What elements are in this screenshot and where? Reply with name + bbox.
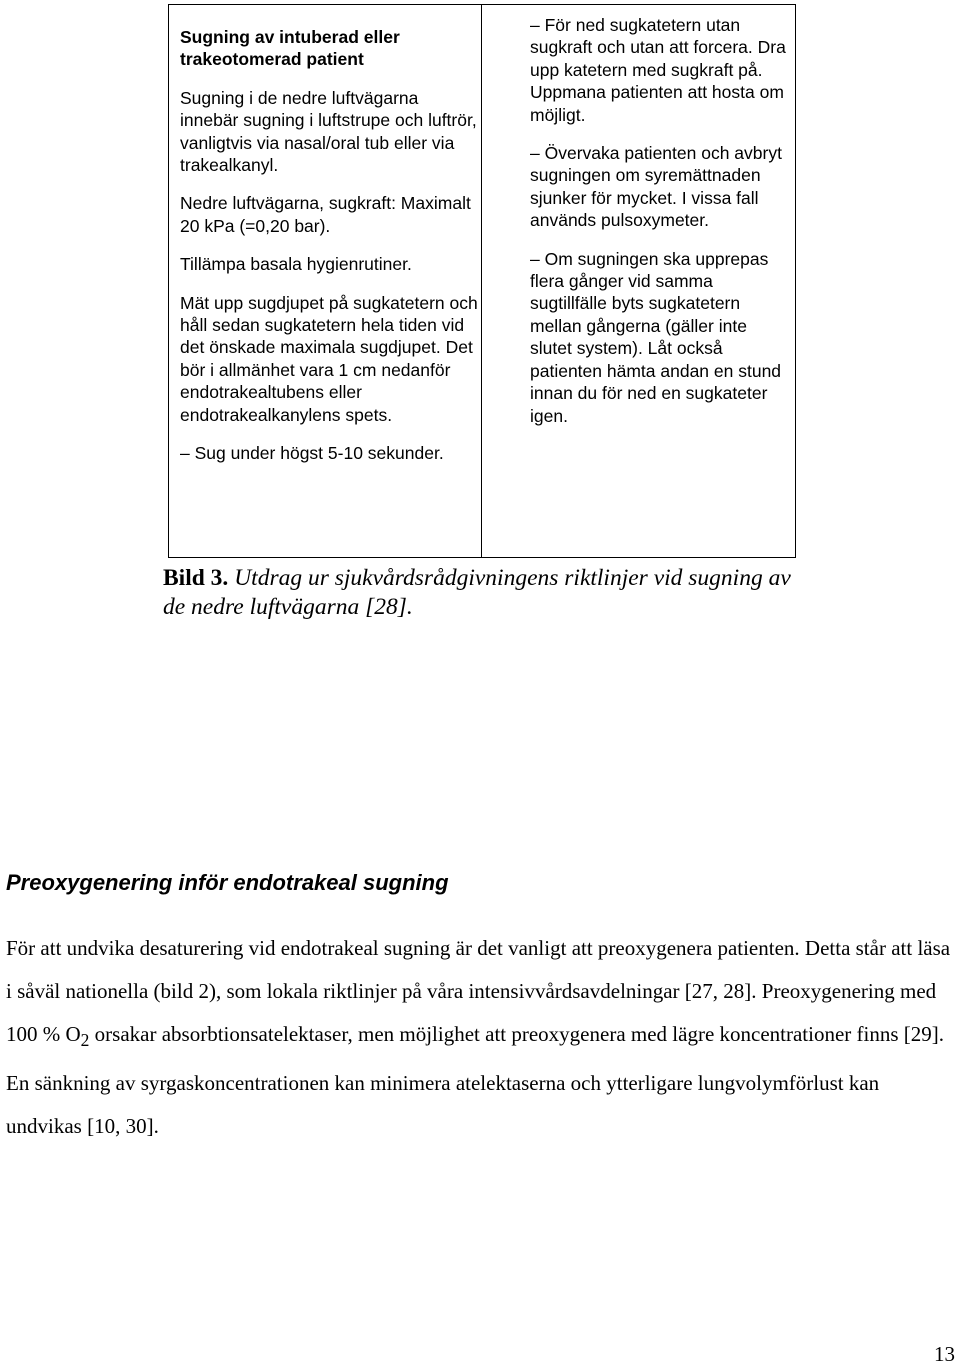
table-paragraph: Nedre luftvägarna, sugkraft: Maximalt 20 kPa (=0,20 bar). bbox=[180, 193, 471, 236]
body-text-part: För att undvika desaturering vid endotrakeal sugning är det vanligt att preoxygenera patienten. Detta står att läsa i såväl nationella (bild 2), som lokala riktlinjer på våra intensivvårdsavdelningar [27, 28]. Preoxygenering med 100 % O bbox=[6, 936, 951, 1046]
page-number: 13 bbox=[934, 1342, 955, 1366]
table-dash-item bbox=[180, 442, 480, 464]
body-text-part: orsakar absorbtionsatelektaser, men möjlighet att preoxygenera med lägre koncentrationer finns [29]. En sänkning av syrgaskoncentrationen kan minimera atelektaserna och ytterligare lungvolymförlust kan undvikas [10, 30]. bbox=[6, 1022, 945, 1139]
table-paragraph: Tillämpa basala hygienrutiner. bbox=[180, 254, 412, 275]
table-paragraph: Mät upp sugdjupet på sugkatetern och håll sedan sugkatetern hela tiden vid det önskade maximala sugdjupet. Det bör i allmänhet vara 1 cm nedanför endotrakealtubens eller endotrakealkanylens spets. bbox=[180, 292, 478, 425]
table-right-column bbox=[530, 14, 790, 443]
table-left-column bbox=[180, 26, 480, 481]
oxygen-subscript: 2 bbox=[80, 1030, 90, 1051]
table-column-divider bbox=[481, 4, 482, 558]
table-paragraph: Sugning i de nedre luftvägarna innebär sugning i luftstrupe och luftrör, vanligtvis via nasal/oral tub eller via trakealkanyl. bbox=[180, 87, 477, 176]
body-paragraph bbox=[6, 927, 958, 1148]
table-dash-text: För ned sugkatetern utan sugkraft och utan att forcera. Dra upp katetern med sugkraft på. Uppmana patienten att hosta om möjligt. bbox=[530, 15, 786, 125]
dash-marker: – bbox=[530, 15, 540, 35]
figure-caption bbox=[163, 564, 803, 622]
table-heading: Sugning av intuberad eller trakeotomerad patient bbox=[180, 27, 400, 70]
table-dash-text: Sug under högst 5-10 sekunder. bbox=[194, 443, 444, 464]
dash-marker: – bbox=[530, 143, 540, 164]
dash-marker: – bbox=[530, 248, 540, 269]
table-dash-item bbox=[530, 248, 790, 427]
caption-text: Utdrag ur sjukvårdsrådgivningens riktlinjer vid sugning av de nedre luftvägarna [28]. bbox=[163, 565, 791, 620]
table-dash-text: Om sugningen ska upprepas flera gånger vid samma sugtillfälle byts sugkatetern mellan gångerna (gäller inte slutet system). Låt också patienten hämta andan en stund innan du för ned en sugkateter igen. bbox=[530, 248, 782, 426]
section-heading: Preoxygenering inför endotrakeal sugning bbox=[6, 870, 449, 895]
table-dash-item bbox=[530, 142, 790, 232]
caption-label: Bild 3. bbox=[163, 565, 229, 591]
table-dash-item bbox=[530, 14, 790, 126]
dash-marker: – bbox=[180, 443, 190, 464]
table-dash-text: Övervaka patienten och avbryt sugningen om syremättnaden sjunker för mycket. I vissa fall används pulsoxymeter. bbox=[530, 143, 782, 231]
